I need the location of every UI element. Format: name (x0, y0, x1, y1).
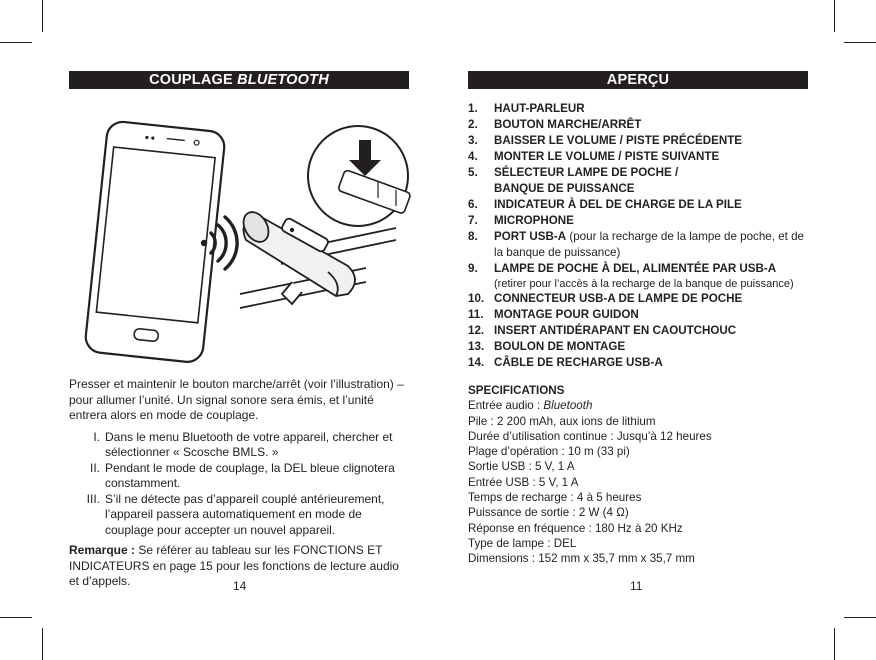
spec-value: 5 V, 1 A (538, 475, 579, 489)
spec-label: Plage d’opération : (468, 445, 568, 459)
item-number: 4. (468, 150, 478, 163)
list-item (468, 117, 813, 133)
item-number: 5. (468, 166, 478, 179)
spec-row (468, 429, 808, 444)
remark-label: Remarque : (69, 543, 136, 557)
item-note: (retirer pour l’accès à la recharge de la banque de puissance) (494, 278, 794, 290)
crop-mark (42, 628, 43, 660)
spec-value: Jusqu’à 12 heures (616, 429, 712, 443)
item-label: MONTER LE VOLUME / PISTE SUIVANTE (494, 150, 720, 163)
item-number: 11. (468, 308, 484, 321)
crop-mark (834, 628, 835, 660)
item-number: 13. (468, 340, 485, 353)
item-number: 6. (468, 198, 478, 211)
crop-mark (844, 617, 876, 618)
item-number: 9. (468, 262, 478, 275)
spec-row (468, 536, 808, 551)
crop-mark (0, 617, 32, 618)
item-label: PORT USB-A (494, 230, 567, 243)
list-item (468, 323, 813, 339)
list-item (468, 307, 813, 323)
list-item (69, 430, 409, 461)
step-number: I. (93, 429, 100, 444)
spec-row (468, 521, 808, 536)
page-number-left: 14 (233, 579, 247, 593)
spec-row (468, 414, 808, 429)
item-label: SÉLECTEUR LAMPE DE POCHE / (494, 166, 679, 179)
step-text: Dans le menu Bluetooth de votre appareil, chercher et sélectionner « Scosche BMLS. » (105, 429, 393, 459)
item-label: BOULON DE MONTAGE (494, 340, 626, 353)
list-item (468, 339, 813, 355)
spec-value: 4 à 5 heures (576, 491, 642, 505)
page-number-right: 11 (630, 579, 643, 593)
list-item (468, 213, 813, 229)
step-number: II. (89, 460, 100, 475)
list-item (69, 492, 409, 539)
spec-label: Réponse en fréquence : (468, 521, 595, 535)
spec-label: Durée d’utilisation continue : (468, 429, 617, 443)
spec-value: 2 W (4 Ω) (578, 506, 629, 520)
heading-italic: BLUETOOTH (237, 72, 329, 88)
spec-label: Temps de recharge : (468, 491, 577, 505)
item-label: LAMPE DE POCHE À DEL, ALIMENTÉE PAR USB-A (494, 262, 777, 275)
pairing-illustration (66, 112, 412, 374)
item-label: BOUTON MARCHE/ARRÊT (494, 118, 642, 131)
spec-value: 180 Hz à 20 KHz (594, 521, 683, 535)
spec-value: Bluetooth (543, 399, 593, 413)
item-label: MICROPHONE (494, 214, 574, 227)
step-text: Pendant le mode de couplage, la DEL bleue clignotera constamment. (105, 460, 395, 490)
list-item (468, 261, 813, 291)
spec-label: Dimensions : (468, 552, 539, 566)
spec-value: 2 200 mAh, aux ions de lithium (497, 414, 656, 428)
spec-row (468, 398, 808, 413)
crop-mark (0, 42, 32, 43)
item-label: CONNECTEUR USB-A DE LAMPE DE POCHE (494, 292, 743, 305)
spec-row (468, 444, 808, 459)
item-number: 2. (468, 118, 478, 131)
specifications (468, 383, 808, 567)
pairing-instructions (69, 377, 409, 590)
item-number: 8. (468, 230, 478, 243)
step-number: III. (86, 491, 100, 506)
spec-label: Entrée audio : (468, 399, 544, 413)
list-item (468, 197, 813, 213)
item-note: (pour la recharge de la lampe de poche, et de la banque de puissance) (494, 230, 804, 259)
spec-row (468, 490, 808, 505)
heading-plain: COUPLAGE (149, 72, 238, 88)
item-number: 14. (468, 356, 485, 369)
item-label: INDICATEUR À DEL DE CHARGE DE LA PILE (494, 198, 742, 211)
spec-value: DEL (553, 536, 577, 550)
list-item (468, 133, 813, 149)
pairing-steps (69, 430, 409, 539)
spec-label: Pile : (468, 414, 497, 428)
item-number: 7. (468, 214, 478, 227)
intro-paragraph: Presser et maintenir le bouton marche/arrêt (voir l’illustration) – pour allumer l’unité. Un signal sonore sera émis, et l’unité entrera alors en mode de couplage. (69, 377, 404, 422)
spec-label: Puissance de sortie : (468, 506, 579, 520)
spec-label: Type de lampe : (468, 536, 554, 550)
item-number: 10. (468, 292, 485, 305)
item-label: HAUT-PARLEUR (494, 102, 585, 115)
list-item (69, 461, 409, 492)
item-number: 12. (468, 324, 485, 337)
spec-row (468, 551, 808, 566)
crop-mark (834, 0, 835, 32)
spec-label: Sortie USB : (468, 460, 536, 474)
item-label: BANQUE DE PUISSANCE (494, 182, 635, 195)
spec-row (468, 505, 808, 520)
list-item (468, 229, 813, 261)
item-number: 1. (468, 102, 478, 115)
crop-mark (42, 0, 43, 32)
item-label: BAISSER LE VOLUME / PISTE PRÉCÉDENTE (494, 134, 743, 147)
spec-row (468, 459, 808, 474)
spec-row (468, 475, 808, 490)
item-label: MONTAGE POUR GUIDON (494, 308, 639, 321)
item-label: INSERT ANTIDÉRAPANT EN CAOUTCHOUC (494, 324, 737, 337)
list-item (468, 101, 813, 117)
step-text: S’il ne détecte pas d’appareil couplé antérieurement, l’appareil passera automatiquement en mode de couplage pour accepter un nouvel appareil. (105, 491, 385, 537)
specs-title: SPECIFICATIONS (468, 384, 565, 397)
spec-value: 5 V, 1 A (535, 460, 575, 474)
section-heading-overview: APERÇU (468, 71, 808, 89)
spec-label: Entrée USB : (468, 475, 539, 489)
crop-mark (844, 42, 876, 43)
overview-list (468, 101, 813, 371)
list-item (468, 291, 813, 307)
remark-text: Se référer au tableau sur les FONCTIONS ET INDICATEURS en page 15 pour les fonctions de lecture audio et d’appels. (69, 543, 399, 588)
list-item (468, 149, 813, 165)
item-label: CÂBLE DE RECHARGE USB-A (494, 356, 663, 369)
list-item (468, 165, 813, 197)
spec-value: 152 mm x 35,7 mm x 35,7 mm (538, 552, 695, 566)
spec-value: 10 m (33 pi) (567, 445, 630, 459)
list-item (468, 355, 813, 371)
button-zoom-icon (308, 126, 412, 238)
section-heading-pairing (69, 71, 409, 89)
item-number: 3. (468, 134, 478, 147)
